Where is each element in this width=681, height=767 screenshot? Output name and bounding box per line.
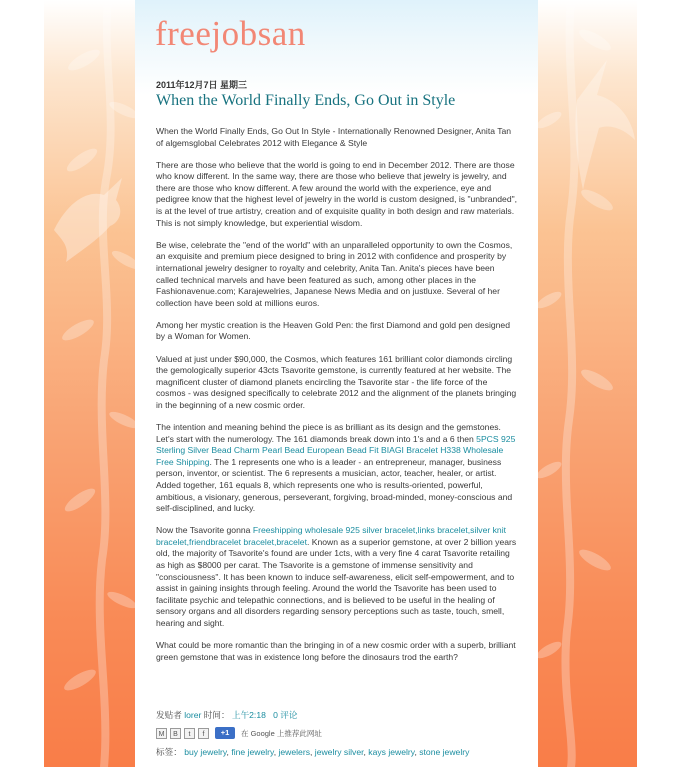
paragraph-1: When the World Finally Ends, Go Out In Style - Internationally Renowned Designer, Anita Tan of algemsglobal Celebrates 2012 with Elegance & Style (156, 126, 512, 148)
labels-label: 标签： (156, 747, 182, 757)
twitter-share-icon[interactable]: t (184, 728, 195, 739)
comments-link[interactable]: 0 评论 (273, 710, 298, 720)
paragraph-8: What could be more romantic than the bringing in of a new cosmic order with a superb, brilliant green gemstone that was in existence long before the dinosaurs trod the earth? (156, 640, 516, 662)
post-body (156, 126, 518, 674)
share-bar (156, 727, 518, 739)
paragraph-7-text: Now the Tsavorite gonna (156, 525, 253, 536)
paragraph-4: Among her mystic creation is the Heaven Gold Pen: the first Diamond and gold pen designed by a Woman for Women. (156, 319, 510, 342)
post-column (135, 0, 538, 767)
paragraph-5: Valued at just under $90,000, the Cosmos, which features 161 brilliant color diamonds circling the gemologically superior 43cts Tsavorite gemstone, is currently featured at her website. The magnificent cluster of diamond planets encircling the Tsavorite star - the life force of the cosmos - was designed specifically to celebrate 2012 and the alignment of the planets bringing in the beginning of a new cosmic order. (156, 353, 517, 410)
paragraph-2: There are those who believe that the world is going to end in December 2012. There are those who know different. In the same way, there are those who believe that jewelry is jewelry, and there are those who know different. A few around the world with the experience, eye and pedigree know that the highest level of jewelry in the world is custom designed, is "unbranded", is at the level of true artistry, creation and of exquisite quality in both design and raw materials. This is not simply knowledge, but experiential wisdom. (156, 159, 518, 228)
paragraph-7-text-after: . Known as a superior gemstone, at over 2 billion years old, the majority of Tsavorite's found are under 1cts, with a very fine 4 carat Tsavorite retailing as high as $8000 per carat. The Tsavorite is a gemstone of immense sensitivity and "consciousness". It has been known to induce self-awareness, elicit self-empowerment, and to assist in gaining insights through feeling. Around the world the Tsavorite has been used to facilitate psychic and telepathic connections, and is believed to be useful in the healing of sensory organs and all disorders regarding sensory perceptions such as taste, touch, smell, hearing and sight. (156, 536, 517, 628)
label-link[interactable]: stone jewelry (419, 747, 470, 757)
google-plus-one-button[interactable]: +1 (215, 727, 235, 739)
label-link[interactable]: fine jewelry (231, 747, 274, 757)
posted-by-label: 发贴者 (156, 710, 182, 720)
author-link[interactable]: lorer (184, 710, 202, 720)
google-recommend-text: 在 Google 上推荐此网址 (241, 728, 322, 738)
blog-share-icon[interactable]: B (170, 728, 181, 739)
silver-bracelet-link[interactable]: Freeshipping wholesale 925 silver bracelet,links bracelet,silver knit bracelet,friendbracelet bracelet,bracelet (156, 525, 506, 547)
paragraph-6-text: The intention and meaning behind the piece is as brilliant as its design and the gemstones. Let's start with the numerology. The 161 diamonds break down into 1's and a 6 then (156, 421, 501, 444)
label-link[interactable]: jewelry silver (314, 747, 364, 757)
blog-title[interactable]: freejobsan (155, 14, 306, 53)
paragraph-7 (156, 525, 518, 629)
paragraph-6 (156, 422, 518, 515)
paragraph-6-text-after: . The 1 represents one who is a leader - an entrepreneur, manager, business person, inventor, or scientist. The 6 represents a musician, actor, teacher, healer, or artist. Added together, 161 equals 8, which represents one who is results-oriented, powerful, ambitious, a visionary, generous, perseverant, forgiving, broad-minded, money-conscious and self-disciplined, and lucky. (156, 456, 513, 514)
post-title[interactable]: When the World Finally Ends, Go Out in Style (156, 92, 456, 109)
post-labels: 标签： buy jewelry, fine jewelry, jewelers, jewelry silver, kays jewelry, stone jewelry (156, 747, 470, 757)
label-link[interactable]: buy jewelry (184, 747, 227, 757)
label-link[interactable]: jewelers (278, 747, 310, 757)
right-floral-decoration (537, 0, 637, 767)
left-floral-decoration (44, 0, 136, 767)
time-label: 时间： (203, 710, 230, 720)
label-link[interactable]: kays jewelry (368, 747, 415, 757)
post-date: 2011年12月7日 星期三 (156, 80, 248, 90)
email-share-icon[interactable]: M (156, 728, 167, 739)
bead-charm-link[interactable]: 5PCS 925 Sterling Silver Bead Charm Pearl Bead European Bead Fit BIAGI Bracelet H338 Wholesale Free Shipping (156, 433, 516, 467)
paragraph-3: Be wise, celebrate the "end of the world" with an unparalleled opportunity to own the Cosmos, an exquisite and premium piece designed to bring in 2012 with confidence and prosperity by international jewelry designer to royalty and celebrity, Anita Tan. Anita's pieces have been called technical marvels and have been featured as such, among other places in the Fashionavenue.com; Karajewelries, Japanese News Media and on justluxe. Several of her collection have been sold at millions euros. (156, 239, 513, 308)
post-time-link[interactable]: 上午2:18 (231, 710, 266, 720)
facebook-share-icon[interactable]: f (198, 728, 209, 739)
post-meta (156, 709, 518, 721)
